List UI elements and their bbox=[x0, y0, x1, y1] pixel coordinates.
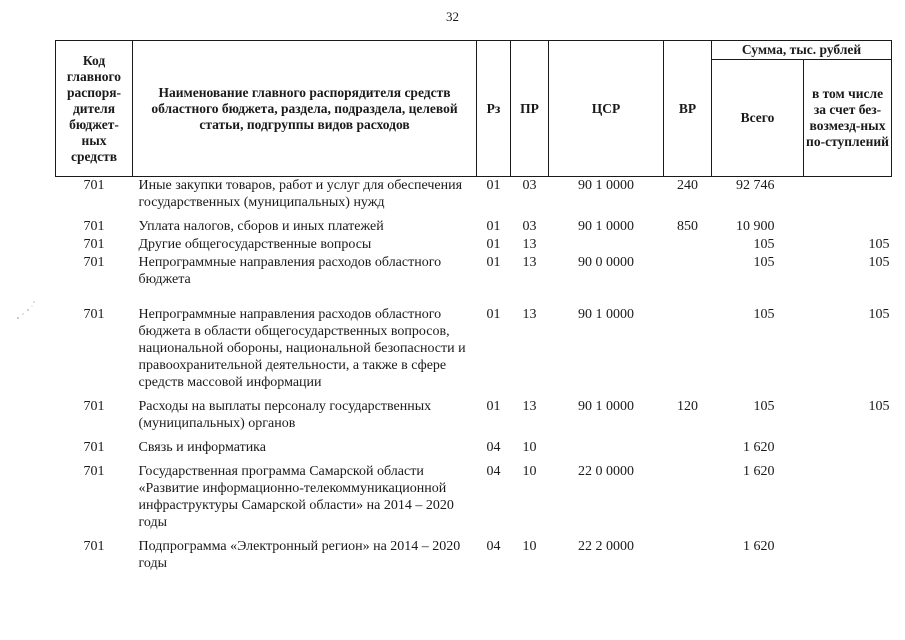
scan-speck-marks bbox=[14, 300, 36, 322]
cell-pr: 13 bbox=[522, 237, 537, 252]
cell-vr bbox=[664, 254, 712, 306]
cell-vr bbox=[664, 463, 712, 538]
cell-name: Расходы на выплаты персоналу государственных (муниципальных) органов bbox=[138, 399, 432, 431]
header-name: Наименование главного распорядителя средств областного бюджета, раздела, подраздела, целевой статьи, подгруппы видов расходов bbox=[133, 41, 477, 177]
cell-total: 1 620 bbox=[743, 539, 775, 554]
cell-rz: 01 bbox=[486, 219, 501, 234]
table-header bbox=[56, 41, 892, 177]
cell-csr: 90 1 0000 bbox=[578, 219, 634, 234]
cell-rz: 01 bbox=[486, 255, 501, 270]
cell-incl: 105 bbox=[868, 307, 890, 322]
cell-code: 701 bbox=[83, 237, 105, 252]
table-row bbox=[56, 398, 892, 439]
cell-csr: 90 1 0000 bbox=[578, 178, 634, 193]
header-vr: ВР bbox=[664, 41, 712, 177]
cell-vr bbox=[664, 236, 712, 254]
cell-total: 105 bbox=[753, 307, 775, 322]
header-rz: Рз bbox=[477, 41, 511, 177]
table-row bbox=[56, 439, 892, 463]
table-body bbox=[56, 177, 892, 573]
cell-csr: 22 2 0000 bbox=[578, 539, 634, 554]
cell-code: 701 bbox=[83, 440, 105, 455]
cell-name: Другие общегосударственные вопросы bbox=[138, 237, 372, 252]
header-sum: Сумма, тыс. рублей bbox=[712, 41, 892, 60]
cell-rz: 04 bbox=[486, 464, 501, 479]
table-row bbox=[56, 463, 892, 538]
cell-csr: 90 1 0000 bbox=[578, 399, 634, 414]
cell-code: 701 bbox=[83, 255, 105, 270]
cell-rz: 04 bbox=[486, 440, 501, 455]
cell-name: Государственная программа Самарской области «Развитие информационно-телекоммуникационной инфраструктуры Самарской области» на 2014 – 2020 годы bbox=[138, 464, 454, 530]
cell-total: 105 bbox=[753, 399, 775, 414]
cell-vr: 120 bbox=[677, 399, 698, 414]
cell-code: 701 bbox=[83, 219, 105, 234]
cell-pr: 13 bbox=[522, 307, 537, 322]
cell-name: Непрограммные направления расходов областного бюджета в области общегосударственных вопросов, национальной обороны, национальной безопасности и правоохранительной деятельности, а также в сфере средств массовой информации bbox=[138, 307, 466, 390]
cell-name: Уплата налогов, сборов и иных платежей bbox=[138, 219, 384, 234]
cell-csr bbox=[549, 236, 664, 254]
cell-total: 105 bbox=[753, 255, 775, 270]
cell-rz: 01 bbox=[486, 237, 501, 252]
cell-code: 701 bbox=[83, 307, 105, 322]
cell-code: 701 bbox=[83, 539, 105, 554]
cell-vr: 240 bbox=[677, 178, 698, 193]
table-row bbox=[56, 236, 892, 254]
cell-name: Подпрограмма «Электронный регион» на 2014 – 2020 годы bbox=[138, 539, 461, 571]
cell-total: 92 746 bbox=[736, 178, 775, 193]
cell-name: Непрограммные направления расходов областного бюджета bbox=[138, 255, 442, 287]
cell-pr: 13 bbox=[522, 399, 537, 414]
cell-incl bbox=[804, 439, 892, 463]
cell-pr: 10 bbox=[522, 539, 537, 554]
cell-incl bbox=[804, 538, 892, 572]
cell-incl: 105 bbox=[868, 237, 890, 252]
cell-incl bbox=[804, 177, 892, 219]
cell-code: 701 bbox=[83, 399, 105, 414]
header-pr: ПР bbox=[511, 41, 549, 177]
cell-name: Связь и информатика bbox=[138, 440, 266, 455]
table-row bbox=[56, 254, 892, 306]
budget-table-wrapper bbox=[55, 40, 891, 572]
table-row bbox=[56, 306, 892, 398]
cell-incl: 105 bbox=[868, 399, 890, 414]
cell-rz: 01 bbox=[486, 307, 501, 322]
header-csr: ЦСР bbox=[549, 41, 664, 177]
cell-pr: 03 bbox=[522, 178, 537, 193]
cell-code: 701 bbox=[83, 178, 105, 193]
cell-pr: 10 bbox=[522, 464, 537, 479]
table-row bbox=[56, 218, 892, 236]
cell-incl: 105 bbox=[868, 255, 890, 270]
cell-rz: 01 bbox=[486, 399, 501, 414]
cell-pr: 13 bbox=[522, 255, 537, 270]
cell-code: 701 bbox=[83, 464, 105, 479]
budget-table bbox=[55, 40, 892, 572]
cell-pr: 10 bbox=[522, 440, 537, 455]
cell-rz: 01 bbox=[486, 178, 501, 193]
cell-csr: 90 0 0000 bbox=[578, 255, 634, 270]
cell-vr bbox=[664, 538, 712, 572]
header-code: Код главного распоря-дителя бюджет-ных средств bbox=[56, 41, 133, 177]
table-row bbox=[56, 177, 892, 219]
cell-incl bbox=[804, 463, 892, 538]
cell-rz: 04 bbox=[486, 539, 501, 554]
page-number: 32 bbox=[446, 9, 459, 24]
table-row bbox=[56, 538, 892, 572]
cell-total: 105 bbox=[753, 237, 775, 252]
cell-incl bbox=[804, 218, 892, 236]
cell-total: 1 620 bbox=[743, 464, 775, 479]
cell-total: 10 900 bbox=[736, 219, 775, 234]
cell-total: 1 620 bbox=[743, 440, 775, 455]
cell-csr: 90 1 0000 bbox=[578, 307, 634, 322]
header-total: Всего bbox=[712, 60, 804, 177]
cell-pr: 03 bbox=[522, 219, 537, 234]
cell-csr bbox=[549, 439, 664, 463]
cell-name: Иные закупки товаров, работ и услуг для обеспечения государственных (муниципальных) нужд bbox=[138, 178, 463, 210]
cell-vr bbox=[664, 306, 712, 398]
cell-csr: 22 0 0000 bbox=[578, 464, 634, 479]
header-incl: в том числе за счет без-возмезд-ных по-ступлений bbox=[804, 60, 892, 177]
cell-vr bbox=[664, 439, 712, 463]
cell-vr: 850 bbox=[677, 219, 698, 234]
